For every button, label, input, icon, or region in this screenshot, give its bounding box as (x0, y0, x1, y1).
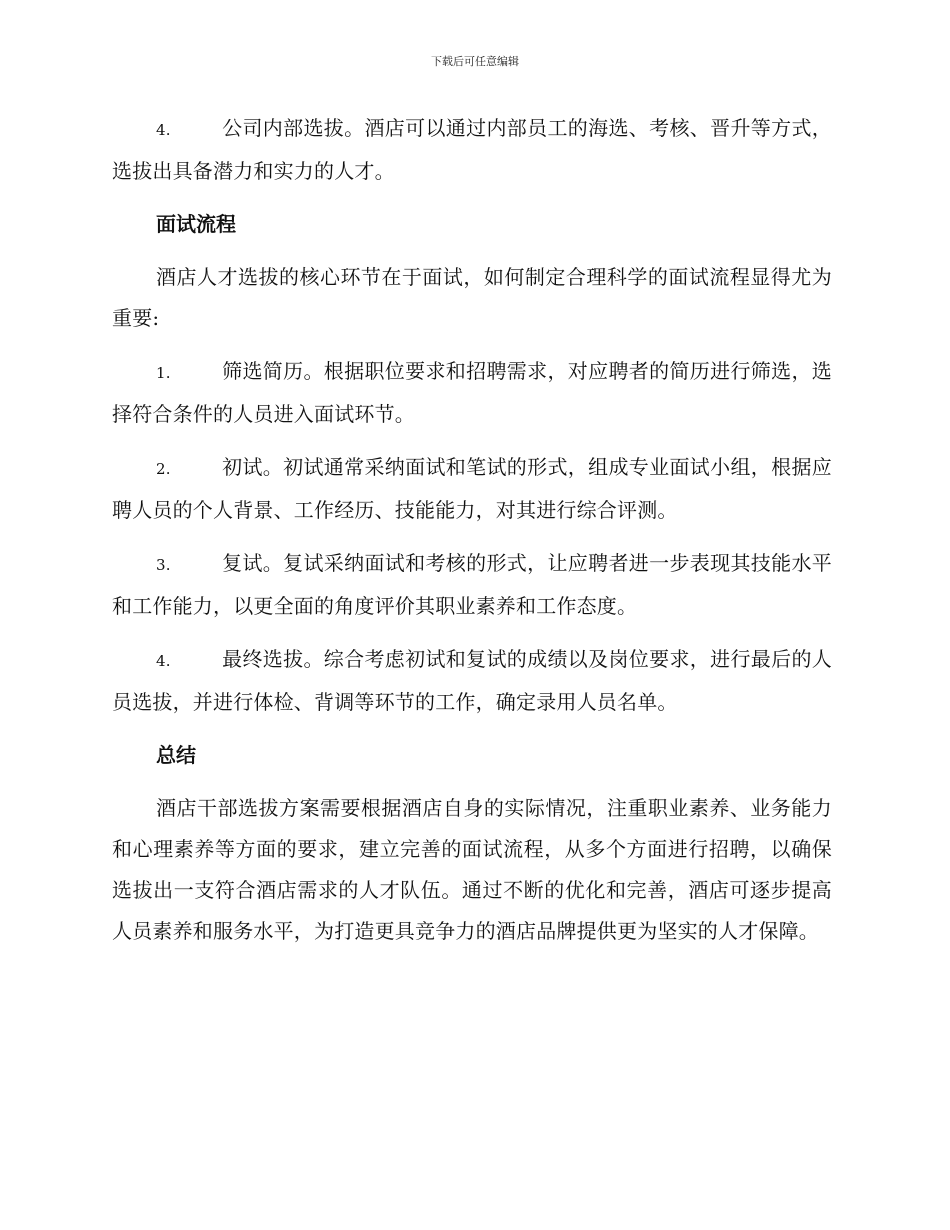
list-number: 1. (156, 364, 171, 382)
list-item (112, 108, 832, 192)
list-number: 2. (156, 460, 171, 478)
list-number: 3. (156, 556, 171, 574)
summary-paragraph: 酒店干部选拔方案需要根据酒店自身的实际情况，注重职业素养、业务能力和心理素养等方面的要求，建立完善的面试流程，从多个方面进行招聘，以确保选拔出一支符合酒店需求的人才队伍。通过不断的优化和完善，酒店可逐步提高人员素养和服务水平，为打造更具竞争力的酒店品牌提供更为坚实的人才保障。 (112, 796, 832, 943)
section-heading-interview-process: 面试流程 (156, 212, 236, 236)
page-header-note: 下载后可任意编辑 (431, 55, 519, 68)
list-item-text: 公司内部选拔。酒店可以通过内部员工的海选、考核、晋升等方式，选拔出具备潜力和实力的人才。 (112, 116, 832, 183)
list-item-text: 筛选简历。根据职位要求和招聘需求，对应聘者的简历进行筛选，选择符合条件的人员进入面试环节。 (112, 359, 832, 426)
list-item (112, 543, 832, 627)
list-number: 4. (156, 652, 171, 670)
list-item-text: 复试。复试采纳面试和考核的形式，让应聘者进一步表现其技能水平和工作能力，以更全面的角度评价其职业素养和工作态度。 (112, 551, 832, 618)
list-item (112, 351, 832, 435)
list-item (112, 447, 832, 531)
list-item-text: 最终选拔。综合考虑初试和复试的成绩以及岗位要求，进行最后的人员选拔，并进行体检、背调等环节的工作，确定录用人员名单。 (112, 647, 832, 714)
section-heading-summary: 总结 (156, 743, 196, 767)
list-number: 4. (156, 121, 171, 139)
list-item-text: 初试。初试通常采纳面试和笔试的形式，组成专业面试小组，根据应聘人员的个人背景、工作经历、技能能力，对其进行综合评测。 (112, 455, 832, 522)
list-item (112, 639, 832, 723)
document-body (112, 108, 832, 964)
section-paragraph: 酒店人才选拔的核心环节在于面试，如何制定合理科学的面试流程显得尤为重要: (112, 265, 832, 330)
